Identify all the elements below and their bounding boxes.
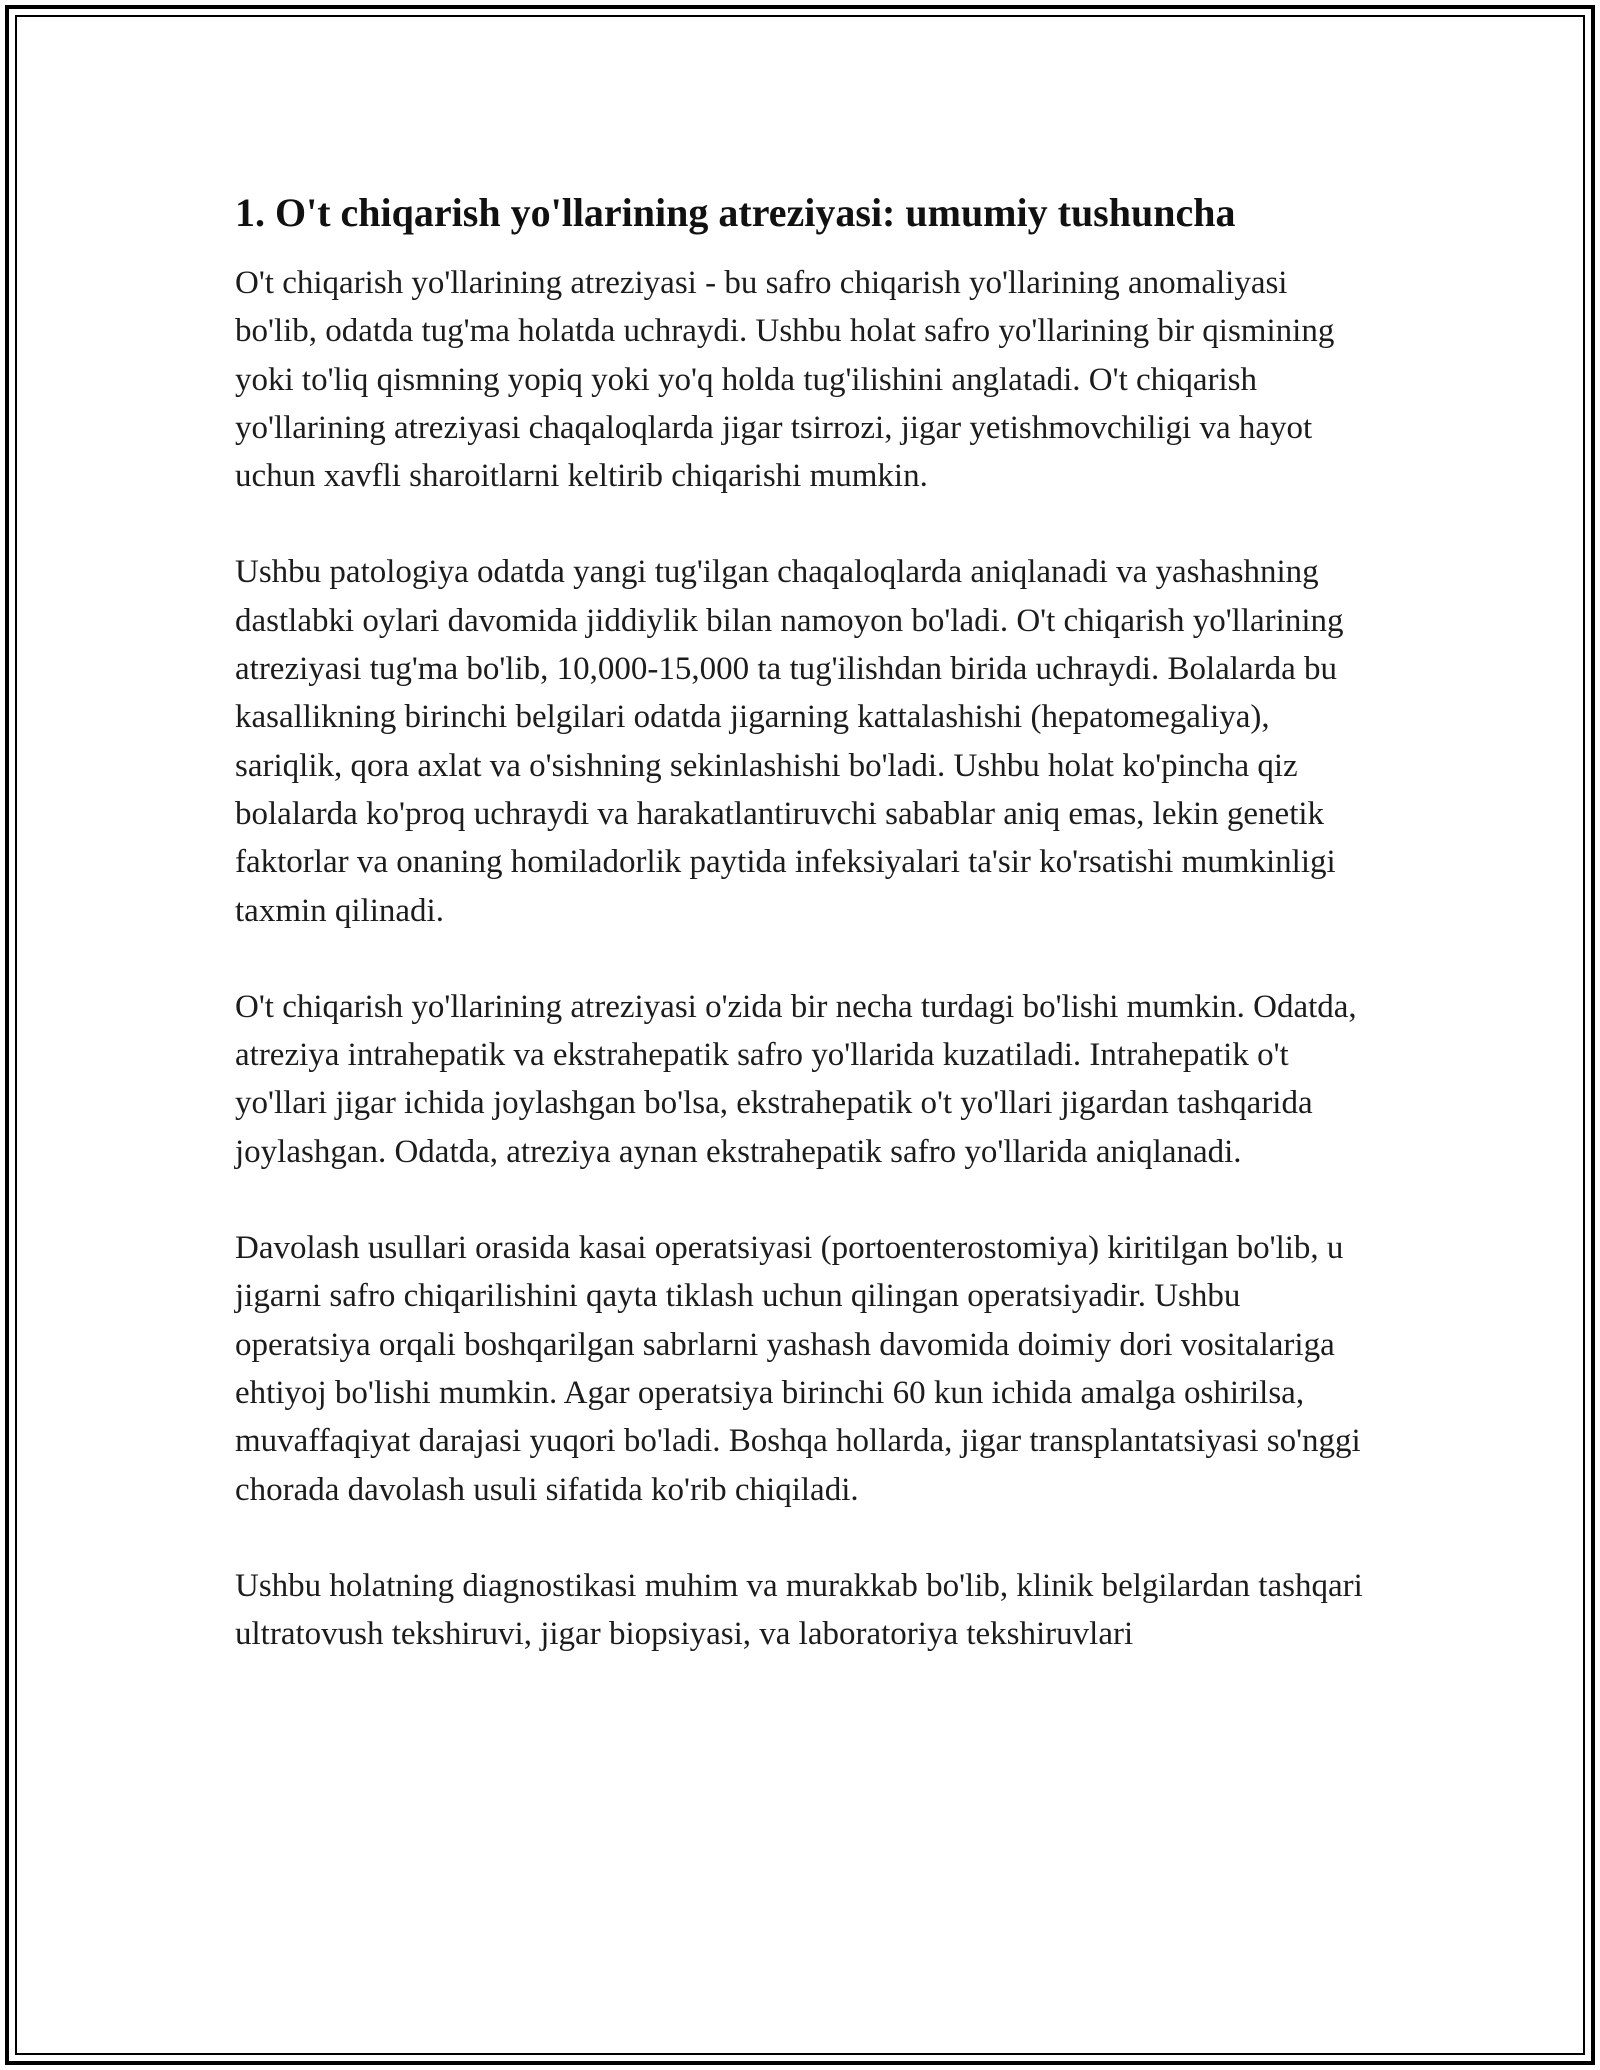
paragraph-types: O't chiqarish yo'llarining atreziyasi o'zida bir necha turdagi bo'lishi mumkin. Odatda, atreziya intrahepatik va ekstrahepatik safro yo'llarida kuzatiladi. Intrahepatik o't yo'llari jigar ichida joylashgan bo'lsa, ekstrahepatik o't yo'llari jigardan tashqarida joylashgan. Odatda, atreziya aynan ekstrahepatik safro yo'llarida aniqlanadi. (235, 988, 1357, 1170)
paragraph-definition: O't chiqarish yo'llarining atreziyasi - bu safro chiqarish yo'llarining anomaliyasi bo'lib, odatda tug'ma holatda uchraydi. Ushbu holat safro yo'llarining bir qismining yoki to'liq qismning yopiq yoki yo'q holda tug'ilishini anglatadi. O't chiqarish yo'llarining atreziyasi chaqaloqlarda jigar tsirrozi, jigar yetishmovchiligi va hayot uchun xavfli sharoitlarni keltirib chiqarishi mumkin. (235, 265, 1335, 495)
paragraph-pathology: Ushbu patologiya odatda yangi tug'ilgan chaqaloqlarda aniqlanadi va yashashning dastlabki oylari davomida jiddiylik bilan namoyon bo'ladi. O't chiqarish yo'llarining atreziyasi tug'ma bo'lib, 10,000-15,000 ta tug'ilishdan birida uchraydi. Bolalarda bu kasallikning birinchi belgilari odatda jigarning kattalashishi (hepatomegaliya), sariqlik, qora axlat va o'sishning sekinlashishi bo'ladi. Ushbu holat ko'pincha qiz bolalarda ko'proq uchraydi va harakatlantiruvchi sabablar aniq emas, lekin genetik faktorlar va onaning homiladorlik paytida infeksiyalari ta'sir ko'rsatishi mumkinligi taxmin qilinadi. (235, 554, 1344, 929)
paragraph-diagnostics: Ushbu holatning diagnostikasi muhim va murakkab bo'lib, klinik belgilardan tashqari ultratovush tekshiruvi, jigar biopsiyasi, va laboratoriya tekshiruvlari (235, 1567, 1363, 1653)
document-body (235, 187, 1370, 1706)
paragraph-treatment: Davolash usullari orasida kasai operatsiyasi (portoenterostomiya) kiritilgan bo'lib, u jigarni safro chiqarilishini qayta tiklash uchun qilingan operatsiyadir. Ushbu operatsiya orqali boshqarilgan sabrlarni yashash davomida doimiy dori vositalariga ehtiyoj bo'lishi mumkin. Agar operatsiya birinchi 60 kun ichida amalga oshirilsa, muvaffaqiyat darajasi yuqori bo'ladi. Boshqa hollarda, jigar transplantatsiyasi so'nggi chorada davolash usuli sifatida ko'rib chiqiladi. (235, 1230, 1361, 1508)
section-heading: 1. O't chiqarish yo'llarining atreziyasi: umumiy tushuncha (235, 190, 1236, 235)
